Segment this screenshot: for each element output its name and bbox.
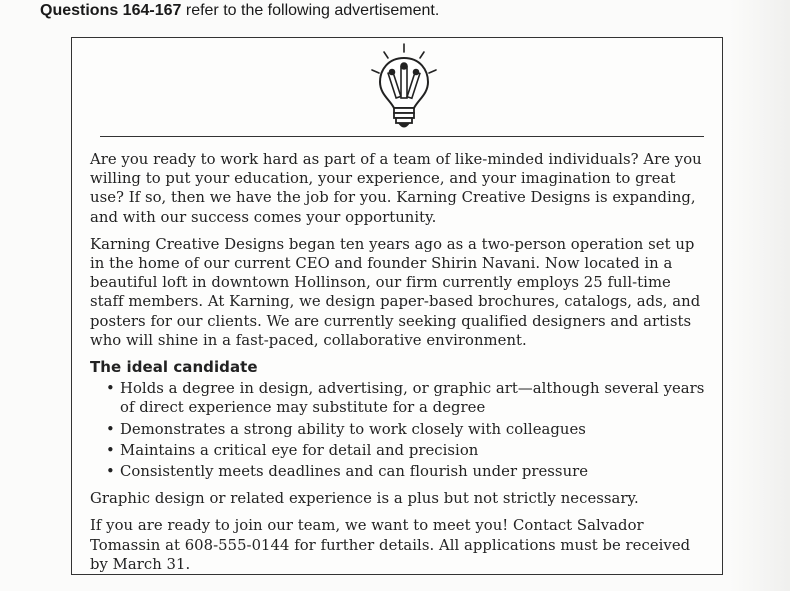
question-instruction: refer to the following advertisement.	[185, 2, 440, 19]
divider-line	[100, 136, 704, 137]
advertisement-box	[71, 37, 723, 575]
question-header	[40, 2, 439, 20]
ad-body	[90, 150, 706, 582]
question-range: Questions 164-167	[40, 2, 182, 19]
company-paragraph: Karning Creative Designs began ten years ago as a two-person operation set up in the home of our current CEO and founder Shirin Navani. Now located in a beautiful loft in downtown Hollinson, our firm currently employs 25 full-time staff members. At Karning, we design paper-based brochures, catalogs, ads, and posters for our clients. We are currently seeking qualified designers and artists who will shine in a fast-paced, collaborative environment.	[90, 235, 701, 349]
page-edge-shadow	[730, 0, 790, 591]
lightbulb-with-pens-icon	[362, 42, 446, 134]
intro-paragraph: Are you ready to work hard as part of a team of like-minded individuals? Are you willing to put your education, your experience, and your imagination to great use? If so, then we have the job for you. Karning Creative Designs is expanding, and with our success comes your opportunity.	[90, 151, 702, 226]
list-item: • Demonstrates a strong ability to work closely with colleagues	[120, 420, 706, 439]
candidate-list	[90, 379, 706, 481]
experience-paragraph: Graphic design or related experience is a plus but not strictly necessary.	[90, 490, 639, 508]
list-item: • Consistently meets deadlines and can flourish under pressure	[120, 462, 706, 481]
candidate-heading: The ideal candidate	[90, 358, 258, 377]
list-item: • Holds a degree in design, advertising, or graphic art—although several years of direct experience may substitute for a degree	[120, 379, 706, 417]
contact-paragraph: If you are ready to join our team, we want to meet you! Contact Salvador Tomassin at 608-555-0144 for further details. All applications must be received by March 31.	[90, 517, 691, 573]
list-item: • Maintains a critical eye for detail and precision	[120, 441, 706, 460]
